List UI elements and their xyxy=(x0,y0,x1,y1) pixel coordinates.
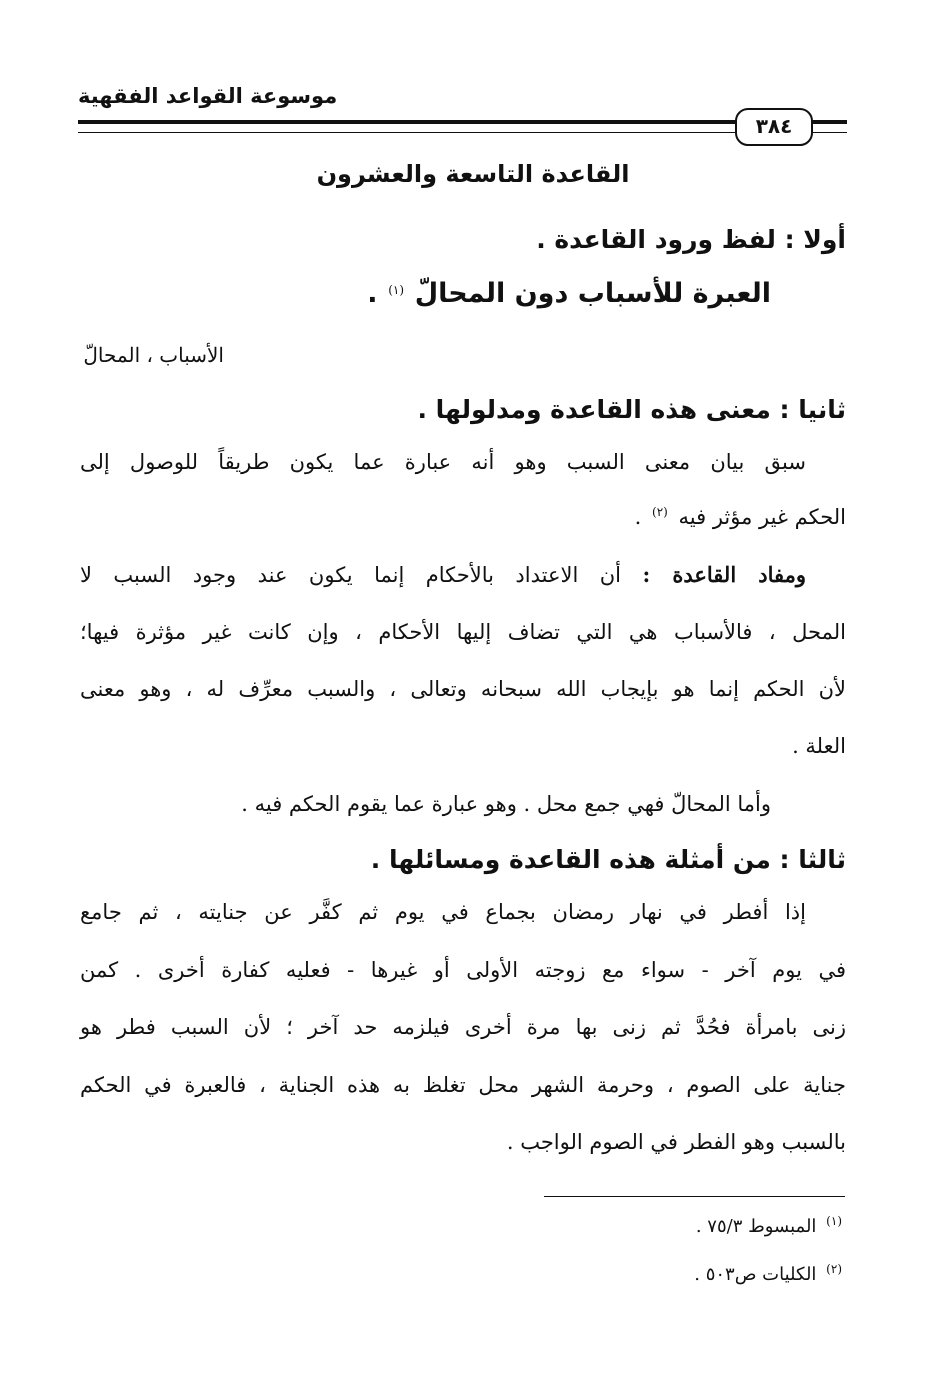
paragraph-line: سبق بيان معنى السبب وهو أنه عبارة عما يكون طريقاً للوصول إلى xyxy=(80,450,806,474)
paragraph-line xyxy=(635,505,846,529)
keywords: الأسباب ، المحالّ xyxy=(83,343,224,367)
paragraph-line: إذا أفطر في نهار رمضان بجماع في يوم ثم كفَّر عن جنايته ، ثم جامع xyxy=(80,900,806,924)
footnote-ref-2[interactable]: (٢) xyxy=(652,505,668,519)
paragraph-line xyxy=(80,562,806,587)
chapter-title: القاعدة التاسعة والعشرون xyxy=(316,160,630,188)
footnote-mark: (١) xyxy=(826,1214,842,1228)
paragraph-line: بالسبب وهو الفطر في الصوم الواجب . xyxy=(506,1130,846,1154)
footnote-mark: (٢) xyxy=(826,1262,842,1276)
section-heading-3: ثالثا : من أمثلة هذه القاعدة ومسائلها . xyxy=(370,845,846,874)
footnote-2 xyxy=(694,1262,846,1285)
lead-term: ومفاد القاعدة : xyxy=(642,562,807,587)
header-rule xyxy=(78,120,847,133)
page-number: ٣٨٤ xyxy=(735,108,813,146)
rule-end: . xyxy=(367,278,378,309)
footnote-separator xyxy=(544,1196,845,1197)
running-header-title: موسوعة القواعد الفقهية xyxy=(78,84,338,108)
paragraph-line: وأما المحالّ فهي جمع محل . وهو عبارة عما يقوم الحكم فيه . xyxy=(241,792,771,816)
section-heading-2: ثانيا : معنى هذه القاعدة ومدلولها . xyxy=(417,395,846,424)
footnote-text: المبسوط ٧٥/٣ . xyxy=(695,1216,817,1237)
paragraph-line: جناية على الصوم ، وحرمة الشهر محل تغلظ به هذه الجناية ، فالعبرة في الحكم xyxy=(80,1073,846,1097)
paragraph-end: . xyxy=(634,505,642,529)
section-heading-1: أولا : لفظ ورود القاعدة . xyxy=(536,225,846,254)
paragraph-line: العلة . xyxy=(792,734,846,758)
paragraph-text: أن الاعتداد بالأحكام إنما يكون عند وجود السبب لا xyxy=(80,563,622,587)
footnote-1 xyxy=(696,1214,846,1237)
paragraph-line: زنى بامرأة فحُدَّ ثم زنى بها مرة أخرى فيلزمه حد آخر ؛ لأن السبب فطر هو xyxy=(80,1015,846,1039)
paragraph-text: الحكم غير مؤثر فيه xyxy=(678,505,846,529)
paragraph-line: المحل ، فالأسباب هي التي تضاف إليها الأحكام ، وإن كانت غير مؤثرة فيها؛ xyxy=(80,620,846,644)
footnote-text: الكليات ص٥٠٣ . xyxy=(694,1264,817,1285)
rule-statement xyxy=(367,278,771,309)
paragraph-line: في يوم آخر - سواء مع زوجته الأولى أو غيرها - فعليه كفارة أخرى . كمن xyxy=(80,958,846,982)
rule-text: العبرة للأسباب دون المحالّ xyxy=(414,278,771,309)
paragraph-line: لأن الحكم إنما هو بإيجاب الله سبحانه وتعالى ، والسبب معرِّف له ، وهو معنى xyxy=(80,677,846,701)
footnote-ref-1[interactable]: (١) xyxy=(388,283,405,297)
